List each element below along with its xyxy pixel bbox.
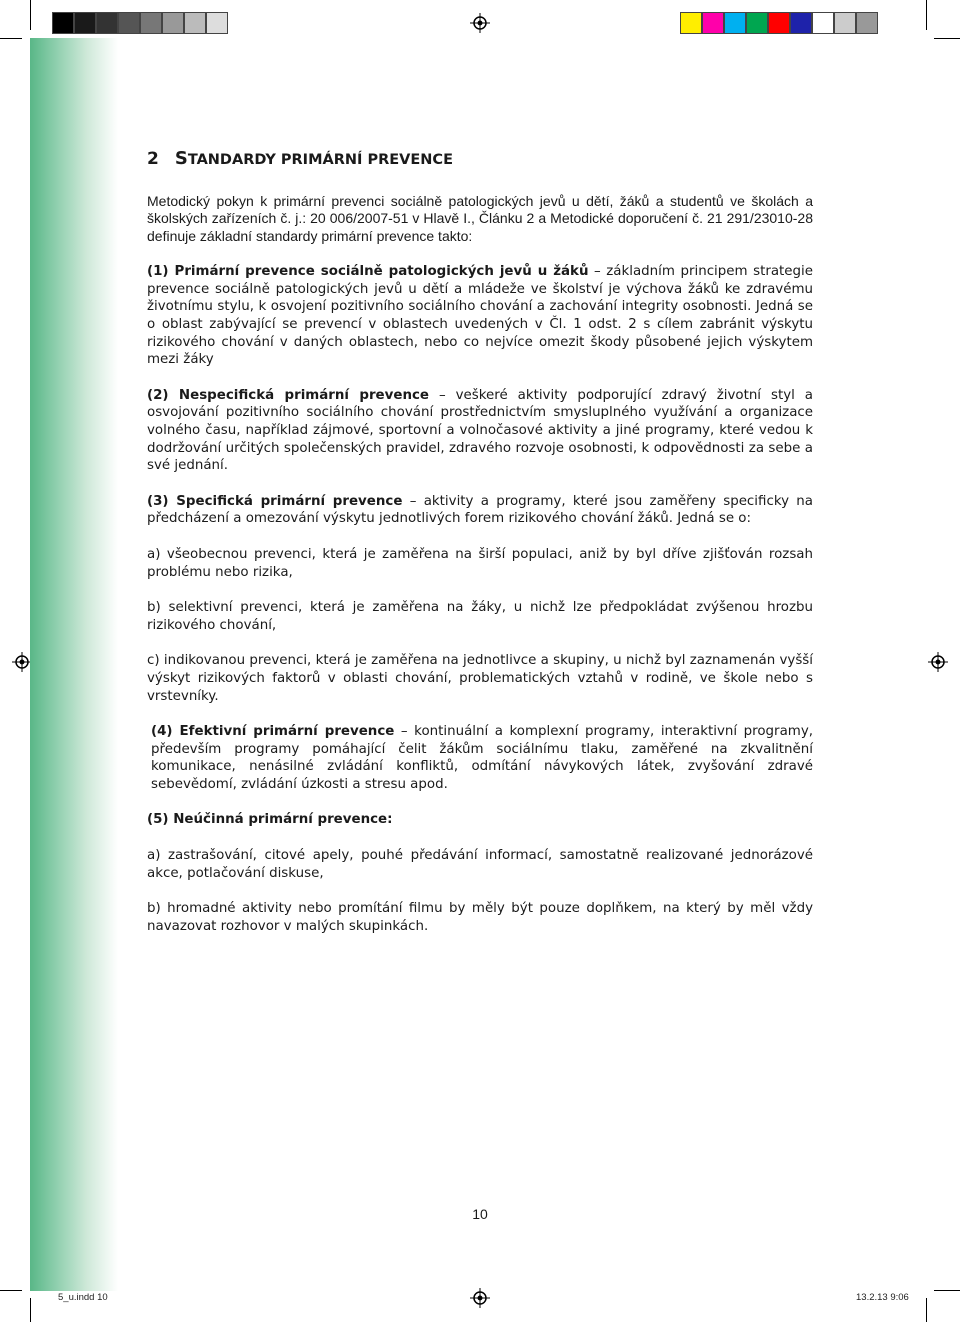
color-swatch [74,12,96,34]
section-4 [147,723,813,793]
section-5-item-b: b) hromadné aktivity nebo promítání filmu by měly být pouze doplňkem, na který by měl vždy navazovat rozhovor v malých skupinkách. [147,901,813,934]
section-3-item-c: c) indikovanou prevenci, která je zaměřena na jednotlivce a skupiny, u nichž byl zaznamenán vyšší výskyt rizikových faktorů v oblasti chování, problematických vztahů v rodině, ve škole nebo s vrstevníky. [147,653,813,704]
color-swatch [702,12,724,34]
section-3-text: – aktivity a programy, které jsou zaměřeny specificky na předcházení a omezování výskytu jednotlivých forem rizikového chování žáků. Jedná se o: [147,493,813,527]
page-number: 10 [472,1206,488,1222]
section-4-term: (4) Efektivní primární prevence [151,724,395,740]
color-swatch [790,12,812,34]
section-3-item-b: b) selektivní prevenci, která je zaměřena na žáky, u nichž lze předpokládat zvýšenou hrozbu rizikového chování, [147,600,813,633]
color-swatch [118,12,140,34]
registration-mark-icon [470,1288,490,1308]
section-2-term: (2) Nespecifická primární prevence [147,387,429,403]
crop-mark [934,1290,960,1291]
chapter-title-initial: S [174,148,188,169]
crop-mark [926,0,927,30]
gray-color-bar [52,12,228,34]
chapter-number: 2 [147,149,159,169]
crop-mark [0,1290,22,1291]
section-1 [147,263,813,369]
process-color-bar [680,12,878,34]
crop-mark [934,38,960,39]
crop-mark [0,38,22,39]
registration-mark-icon [12,652,32,672]
color-swatch [52,12,74,34]
section-1-term: (1) Primární prevence sociálně patologických jevů u žáků [147,264,589,280]
page-content [147,148,813,953]
section-2-text: – veškeré aktivity podporující zdravý životní styl a osvojování pozitivního sociálního chování prostřednictvím smysluplného využívání a organizace volného času, například zájmové, sportovní a volnočasové aktivity a jiné programy, které vedou k dodržování určitých společenských pravidel, zdravého rozvoje osobnosti, k odpovědnosti za sebe a své jednání. [147,387,813,474]
color-swatch [746,12,768,34]
crop-mark [30,1298,31,1322]
color-swatch [206,12,228,34]
decorative-green-strip [30,38,118,1291]
registration-mark-icon [928,652,948,672]
section-5-item-a: a) zastrašování, citové apely, pouhé předávání informací, samostatně realizované jednorázové akce, potlačování diskuse, [147,848,813,881]
section-4-text: – kontinuální a komplexní programy, interaktivní programy, především programy pomáhající čelit žákům sociálnímu tlaku, zaměřené na zkvalitnění komunikace, nenásilné zvládání konfliktů, odmítání návykových látek, zvyšování zdravé sebevědomí, zvládání úzkosti a stresu apod. [151,724,813,792]
color-swatch [724,12,746,34]
color-swatch [162,12,184,34]
registration-mark-icon [470,13,490,33]
color-swatch [140,12,162,34]
crop-mark [926,1298,927,1322]
section-5-term: (5) Neúčinná primární prevence: [147,812,393,828]
section-2 [147,387,813,475]
chapter-heading [147,148,813,169]
color-swatch [812,12,834,34]
color-swatch [856,12,878,34]
file-slug: 5_u.indd 10 [58,1292,108,1303]
color-swatch [680,12,702,34]
color-swatch [96,12,118,34]
section-3-term: (3) Specifická primární prevence [147,493,403,509]
date-slug: 13.2.13 9:06 [856,1292,909,1303]
color-swatch [834,12,856,34]
section-3-item-a: a) všeobecnou prevenci, která je zaměřena na širší populaci, aniž by byl dříve zjišťován rozsah problému nebo rizika, [147,546,813,580]
intro-paragraph: Metodický pokyn k primární prevenci sociálně patologických jevů u dětí, žáků a studentů ve školách a školských zařízeních č. j.: 20 006/2007-51 v Hlavě I., Článku 2 a Metodické doporučení č. 21 291/23010-28 definuje základní standardy primární prevence takto: [147,193,813,244]
color-swatch [768,12,790,34]
color-swatch [184,12,206,34]
chapter-title: TANDARDY PRIMÁRNÍ PREVENCE [187,152,453,168]
section-5 [147,811,813,829]
section-3 [147,493,813,528]
section-1-text: – základním principem strategie prevence sociálně patologických jevů u dětí a mládeže ve školství je výchova žáků ke zdravému životnímu stylu, k osvojení pozitivního sociálního chování a zachování integrity osobnosti. Jedná se o oblast zabývající se prevencí v oblastech uvedených v Čl. 1 odst. 2 s cílem zabránit výskytu rizikového chování v daných oblastech, nebo co nejvíce omezit škody působené jejich výskytem mezi žáky [147,264,813,368]
crop-mark [30,0,31,30]
